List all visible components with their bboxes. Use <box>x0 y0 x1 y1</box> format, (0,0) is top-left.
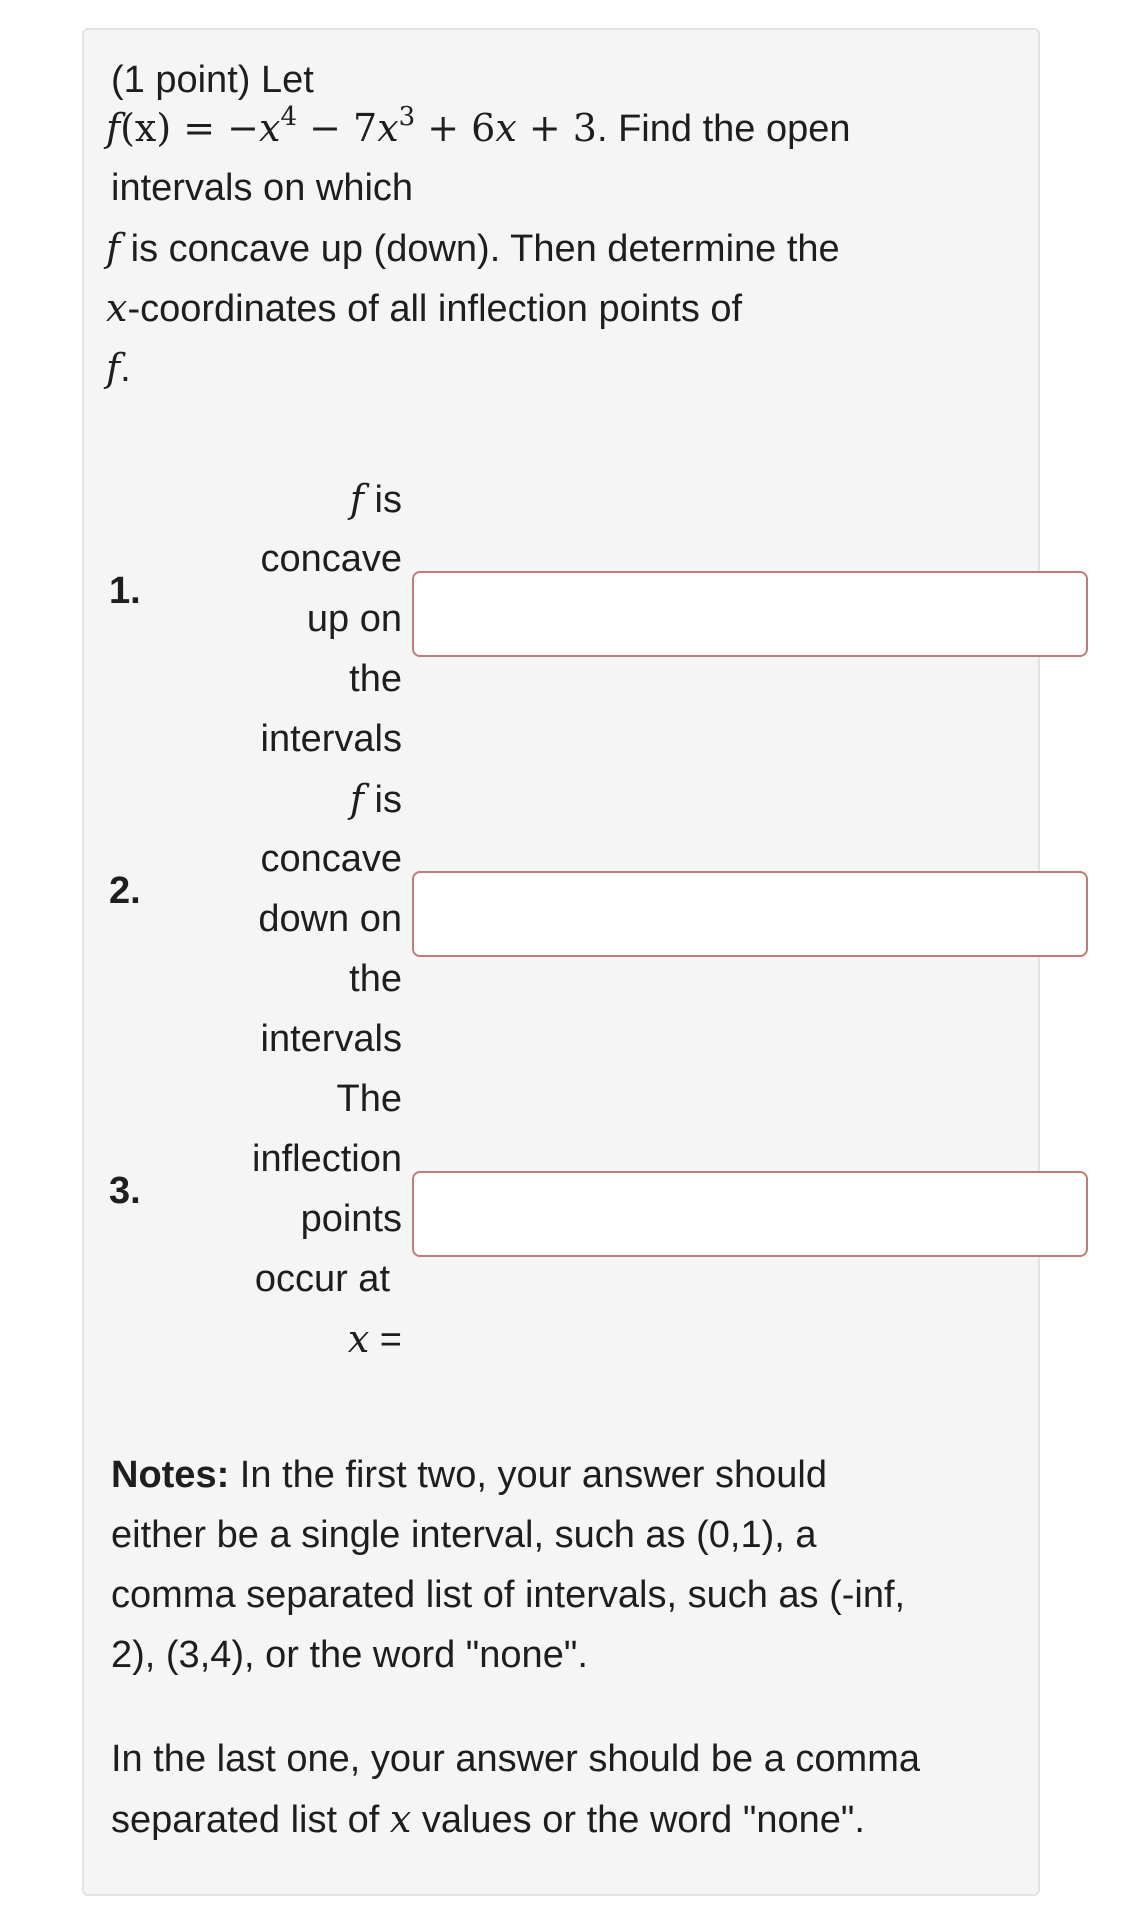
f-symbol: f <box>106 106 121 150</box>
notes-label: Notes: <box>111 1454 230 1496</box>
question-2-label-line: concave <box>260 838 402 880</box>
concave-down-input[interactable] <box>412 871 1088 957</box>
question-2-label: f is concave down on the intervals <box>258 777 402 1060</box>
notes-line-3: comma separated list of intervals, such as (-inf, <box>111 1574 906 1616</box>
point-label: (1 point) Let <box>111 59 314 101</box>
concave-up-input[interactable] <box>412 571 1088 657</box>
notes-last-line-1: In the last one, your answer should be a comma <box>111 1738 921 1780</box>
notes-text: In the first two, your answer should <box>229 1454 827 1496</box>
problem-line-5 <box>106 345 131 392</box>
x-var: x <box>259 106 281 150</box>
question-3-label-line: The <box>336 1078 402 1120</box>
find-text: . Find the open <box>596 108 851 150</box>
question-2-label-line: the <box>349 958 402 1000</box>
question-1-label-line: the <box>349 658 402 700</box>
question-1-number: 1. <box>109 570 141 612</box>
question-3-label: The inflection points occur at x = <box>252 1078 402 1361</box>
x-var: x <box>377 106 399 150</box>
notes-line-2: either be a single interval, such as (0,1), a <box>111 1514 817 1556</box>
notes-text: values or the word "none". <box>411 1799 865 1841</box>
notes-line-1 <box>111 1452 827 1498</box>
term-plus-3: + 3 <box>516 106 597 150</box>
x-var: x <box>495 106 517 150</box>
problem-card <box>82 28 1040 1896</box>
inflection-points-input[interactable] <box>412 1171 1088 1257</box>
problem-intro <box>111 57 314 103</box>
problem-line-4 <box>106 285 742 332</box>
question-3-label-line: occur at <box>254 1258 390 1300</box>
term-minus-7: − 7 <box>297 106 378 150</box>
x-var: x <box>389 1797 412 1841</box>
equals-sign: = − <box>171 106 260 150</box>
question-1-label-line: up on <box>306 598 402 640</box>
period: . <box>120 348 131 390</box>
question-1-label-line: intervals <box>260 718 402 760</box>
exp-3: 3 <box>398 102 416 133</box>
question-2-label-line: intervals <box>260 1018 402 1060</box>
term-plus-6: + 6 <box>415 106 496 150</box>
problem-line-3 <box>106 225 840 272</box>
question-2-number: 2. <box>109 870 141 912</box>
notes-text: separated list of <box>111 1799 390 1841</box>
notes-last-line-2 <box>111 1796 865 1843</box>
f-symbol: f <box>106 226 121 270</box>
f-symbol: f <box>106 346 121 390</box>
question-2-label-line: down on <box>258 898 402 940</box>
notes-line-4: 2), (3,4), or the word "none". <box>111 1634 588 1676</box>
question-1-label: f is concave up on the intervals <box>260 477 402 760</box>
exp-4: 4 <box>280 102 297 133</box>
fx-arg: (x) <box>120 106 172 150</box>
problem-line-2: intervals on which <box>111 167 414 209</box>
question-3-label-line: inflection <box>252 1138 402 1180</box>
concave-text: is concave up (down). Then determine the <box>120 228 840 270</box>
question-1-label-line: concave <box>260 538 402 580</box>
inflection-text: -coordinates of all inflection points of <box>127 288 743 330</box>
x-var: x <box>106 286 128 330</box>
question-3-label-line: points <box>300 1198 402 1240</box>
function-definition <box>106 102 851 152</box>
question-3-number: 3. <box>109 1170 141 1212</box>
